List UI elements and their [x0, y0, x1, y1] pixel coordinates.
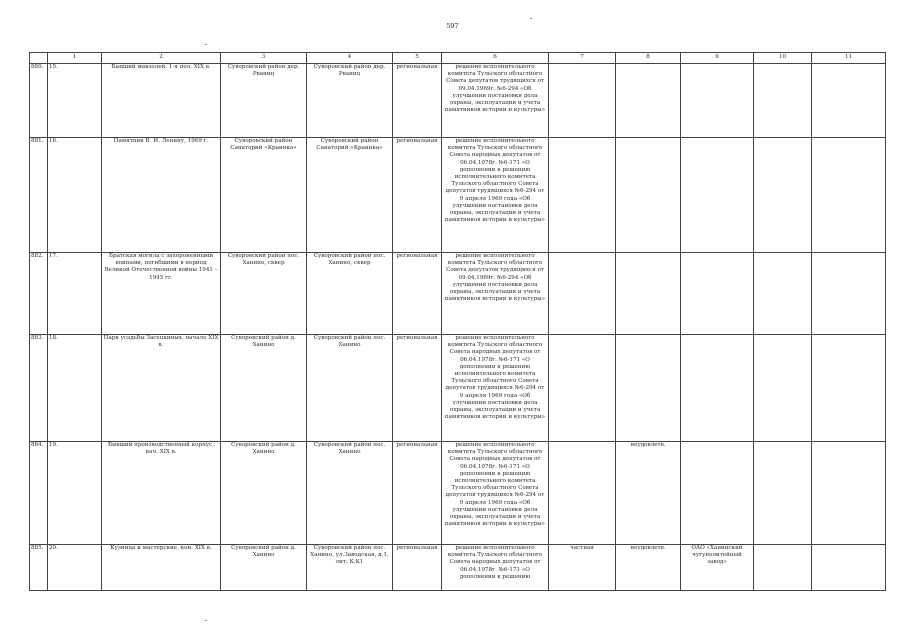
seq-cell: 15. [48, 64, 102, 138]
col11-cell [812, 138, 886, 253]
reg-no-cell: 884. [30, 442, 48, 545]
col9-cell [681, 253, 754, 335]
seq-cell: 19. [48, 442, 102, 545]
seq-cell: 17. [48, 253, 102, 335]
header-cell: 7 [549, 53, 616, 64]
col7-cell: частная [549, 545, 616, 591]
table-row [30, 138, 886, 253]
col8-cell [616, 253, 681, 335]
col7-cell [549, 335, 616, 442]
document-cell: решение исполнительного комитета Тульского областного Совета народных депутатов от 06.04.1978г. №6-171 «О дополнении к решению исполнительного комитета Тульского областного Совета депутатов трудящихся №6-294 от 9 апреля 1969 года «Об улучшении постановки дела охраны, эксплуатации и учета памятников истории и культуры» [442, 442, 549, 545]
reg-no-cell: 885. [30, 545, 48, 591]
reg-no-cell: 881. [30, 138, 48, 253]
col10-cell [754, 442, 812, 545]
name-cell: Братская могила с захороненными воинами, погибшими в период Великой Отечественной войны 1941 – 1945 гг. [102, 253, 221, 335]
col10-cell [754, 64, 812, 138]
col8-cell: неудовлетв. [616, 442, 681, 545]
address-cell: Суворовский район д. Ханино [221, 335, 307, 442]
seq-cell: 18. [48, 335, 102, 442]
col10-cell [754, 253, 812, 335]
name-cell: Памятник В. И. Ленину, 1969 г. [102, 138, 221, 253]
document-cell: решение исполнительного комитета Тульского областного Совета народных депутатов от 06.04.1978г. №6-171 «О дополнении к решению исполнительного комитета Тульского областного Совета депутатов трудящихся №6-294 от 9 апреля 1969 года «Об улучшении постановки дела охраны, эксплуатации и учета памятников истории и культуры» [442, 138, 549, 253]
header-cell: 9 [681, 53, 754, 64]
table-row [30, 253, 886, 335]
name-cell: Бывший мавзолей, 1-я пол. XIX в. [102, 64, 221, 138]
address-cell: Суворовский район пос. Ханино, сквер [221, 253, 307, 335]
col11-cell [812, 442, 886, 545]
category-cell: региональная [393, 64, 442, 138]
address-cell: Суворовский район дер. Рваниц [307, 64, 393, 138]
seq-cell: 16. [48, 138, 102, 253]
col11-cell [812, 253, 886, 335]
document-cell: решение исполнительного комитета Тульского областного Совета народных депутатов от 06.04.1978г. №6-171 «О дополнении к решению [442, 545, 549, 591]
scan-speck [205, 44, 207, 45]
col8-cell [616, 138, 681, 253]
address-cell: Суворовский район пос. Ханино [307, 335, 393, 442]
name-cell: Кузница и мастерские, кон. XIX в. [102, 545, 221, 591]
header-cell: 2 [102, 53, 221, 64]
table-row [30, 545, 886, 591]
category-cell: региональная [393, 253, 442, 335]
col9-cell [681, 138, 754, 253]
col7-cell [549, 138, 616, 253]
col8-cell [616, 64, 681, 138]
category-cell: региональная [393, 335, 442, 442]
reg-no-cell: 883. [30, 335, 48, 442]
header-cell: 6 [442, 53, 549, 64]
header-cell: 11 [812, 53, 886, 64]
header-cell: 8 [616, 53, 681, 64]
table-row [30, 335, 886, 442]
header-cell: 1 [48, 53, 102, 64]
col10-cell [754, 335, 812, 442]
col10-cell [754, 545, 812, 591]
scan-speck [205, 620, 207, 621]
scan-speck [530, 18, 532, 19]
header-cell [30, 53, 48, 64]
header-cell: 10 [754, 53, 812, 64]
col10-cell [754, 138, 812, 253]
document-cell: решение исполнительного комитета Тульского областного Совета депутатов трудящихся от 09.04.1969г. №6-294 «Об улучшении постановки дела охраны, эксплуатации и учета памятников истории и культуры» [442, 64, 549, 138]
address-cell: Суворовский район пос. Ханино [307, 442, 393, 545]
monuments-register-table [29, 52, 886, 591]
col11-cell [812, 545, 886, 591]
reg-no-cell: 880. [30, 64, 48, 138]
header-cell: 5 [393, 53, 442, 64]
document-cell: решение исполнительного комитета Тульского областного Совета народных депутатов от 06.04.1978г. №6-171 «О дополнении к решению исполнительного комитета Тульского областного Совета депутатов трудящихся №6-294 от 9 апреля 1969 года «Об улучшении постановки дела охраны, эксплуатации и учета памятников истории и культуры» [442, 335, 549, 442]
header-row [30, 53, 886, 64]
category-cell: региональная [393, 545, 442, 591]
address-cell: Суворовский район д. Ханино [221, 442, 307, 545]
address-cell: Суворовский район пос. Ханино, ул.Заводская, д.1, лит. К,К1 [307, 545, 393, 591]
seq-cell: 20. [48, 545, 102, 591]
name-cell: Бывший производственный корпус, нач. XIX в. [102, 442, 221, 545]
col9-cell: ОАО «Ханинский чугунолитейный завод» [681, 545, 754, 591]
address-cell: Суворовский район пос. Ханино, сквер [307, 253, 393, 335]
address-cell: Суворовский район Санаторий «Краинка» [221, 138, 307, 253]
document-cell: решение исполнительного комитета Тульского областного Совета депутатов трудящихся от 09.04.1969г. №6-294 «Об улучшении постановки дела охраны, эксплуатации и учета памятников истории и культуры» [442, 253, 549, 335]
col7-cell [549, 253, 616, 335]
col7-cell [549, 442, 616, 545]
table-row [30, 442, 886, 545]
col9-cell [681, 442, 754, 545]
col11-cell [812, 335, 886, 442]
table-row [30, 64, 886, 138]
address-cell: Суворовский район Санаторий «Краинка» [307, 138, 393, 253]
category-cell: региональная [393, 442, 442, 545]
col8-cell [616, 335, 681, 442]
address-cell: Суворовский район д. Ханино [221, 545, 307, 591]
reg-no-cell: 882. [30, 253, 48, 335]
header-cell: 3 [221, 53, 307, 64]
category-cell: региональная [393, 138, 442, 253]
page-number: 597 [446, 22, 459, 30]
name-cell: Парк усадьбы Засецкиных, начало XIX в. [102, 335, 221, 442]
col8-cell: неудовлетв. [616, 545, 681, 591]
col9-cell [681, 64, 754, 138]
col7-cell [549, 64, 616, 138]
header-cell: 4 [307, 53, 393, 64]
address-cell: Суворовский район дер. Рваниц [221, 64, 307, 138]
col9-cell [681, 335, 754, 442]
col11-cell [812, 64, 886, 138]
